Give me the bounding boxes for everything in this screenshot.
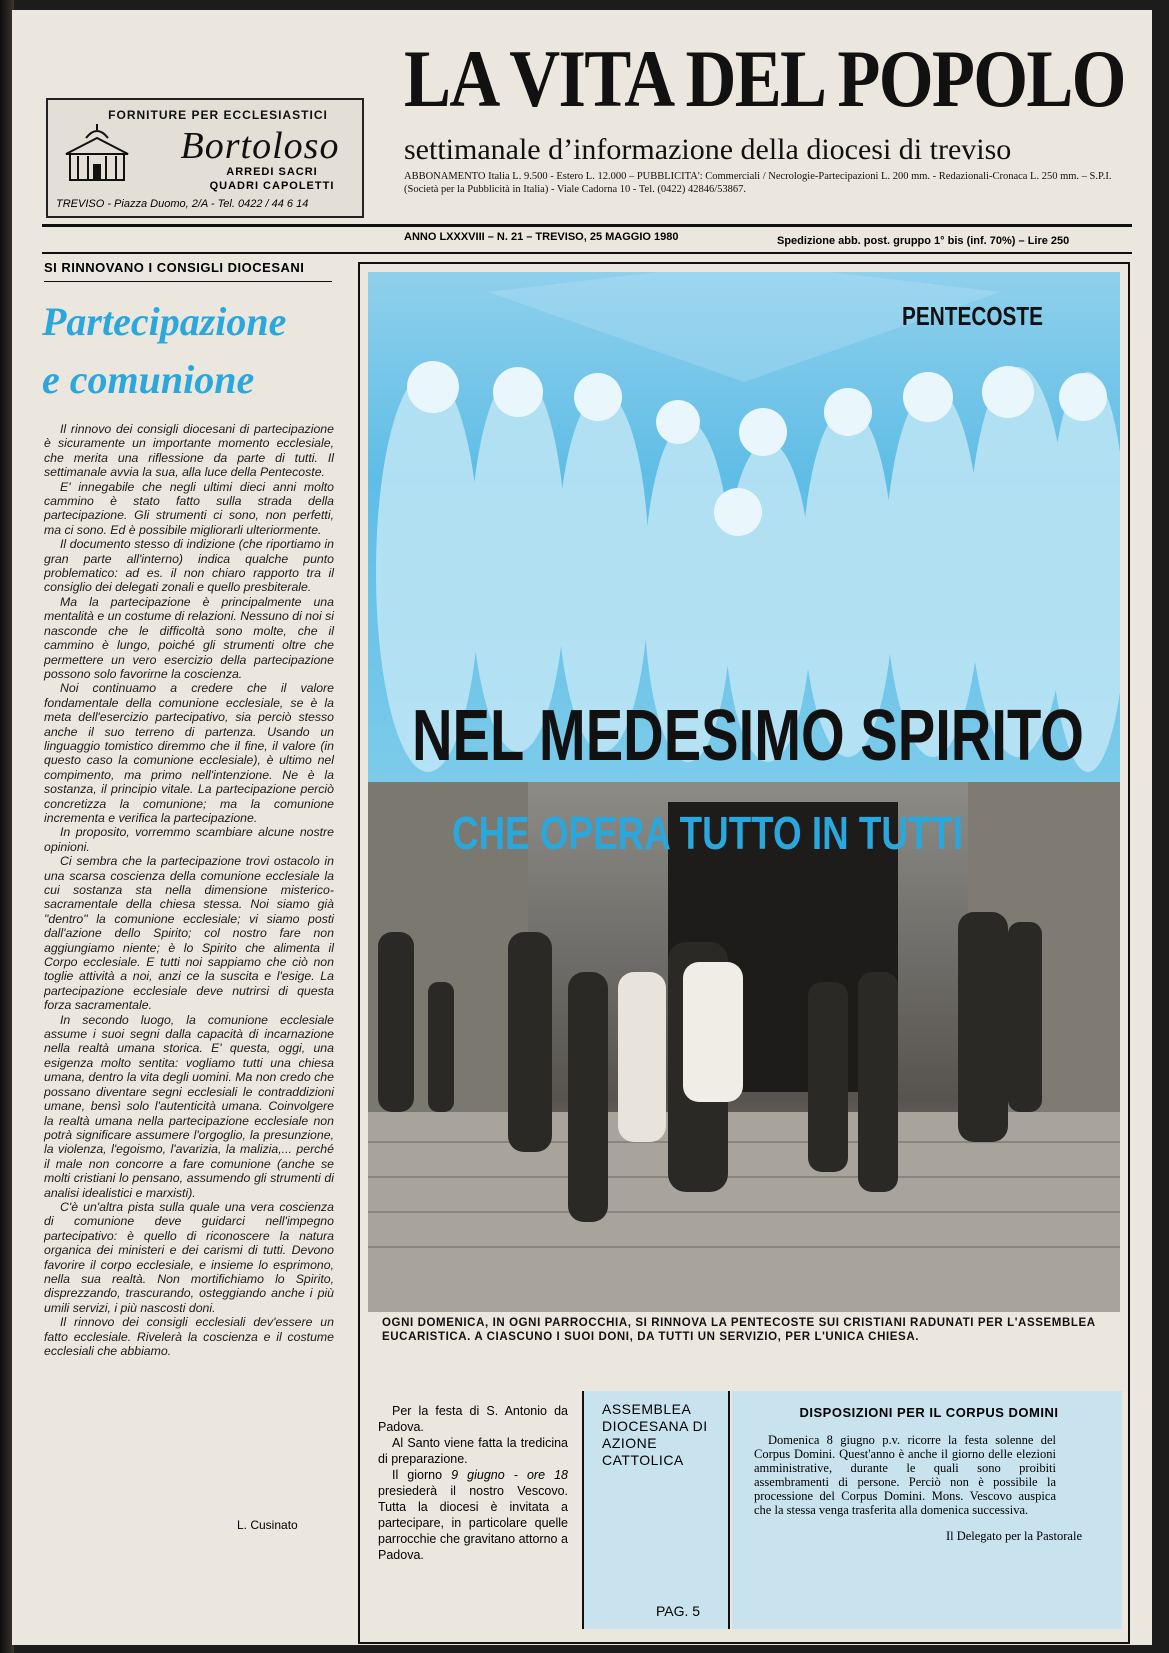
article-paragraph: Il rinnovo dei consigli diocesani di partecipazione è sicuramente un importante momento ecclesiale, che merita una riflessione da parte di tutti. Il settimanale avvia la sua, alla luce della Pentecoste. xyxy=(44,422,334,480)
antonio-paragraph: Al Santo viene fatta la tredicina di preparazione. xyxy=(378,1436,568,1466)
ad-address: TREVISO - Piazza Duomo, 2/A - Tel. 0422 / 44 6 14 xyxy=(56,198,309,210)
corpus-domini-signature: Il Delegato per la Pastorale xyxy=(945,1529,1082,1543)
article-headline xyxy=(42,293,362,409)
pentecoste-label: PENTECOSTE xyxy=(902,301,1043,331)
photo-caption: OGNI DOMENICA, IN OGNI PARROCCHIA, SI RINNOVA LA PENTECOSTE SUI CRISTIANI RADUNATI PER L'ASSEMBLEA EUCARISTICA. A CIASCUNO I SUOI DONI, DA TUTTI UN SERVIZIO, PER L'UNICA CHIESA. xyxy=(382,1317,1096,1343)
headline-line-1: Partecipazione xyxy=(42,299,287,344)
ad-heading: FORNITURE PER ECCLESIASTICI xyxy=(108,108,328,122)
feature-subheadline xyxy=(452,807,964,859)
article-paragraph: Il rinnovo dei consigli ecclesiali dev'essere un fatto ecclesiale. Rivelerà la coscienza e il costume ecclesiali che abbiamo. xyxy=(44,1315,334,1358)
ad-line-2: QUADRI CAPOLETTI xyxy=(209,180,335,192)
corpus-domini-text: Domenica 8 giugno p.v. ricorre la festa solenne del Corpus Domini. Quest'anno è anche il giorno delle elezioni amministrative, durante le quali sono proibiti assembramenti di persone. Perciò non è possibile la processione del Corpus Domini. Mons. Vescovo auspica che la stessa venga trasferita alla domenica successiva. xyxy=(754,1433,1056,1517)
article-body xyxy=(44,422,334,1358)
antonio-paragraph: Il giorno 9 giugno - ore 18 presiederà il nostro Vescovo. Tutta la diocesi è invitata a partecipare, in particolare quelle parrocchie che gravitano attorno a Padova. xyxy=(378,1468,568,1562)
article-paragraph: Noi continuamo a credere che il valore fondamentale della comunione ecclesiale, se è la meta dell'esercizio partecipativo, sia perciò stesso anche il suo terreno di partenza. Usando un linguaggio tomistico diremmo che il fine, il valore (in questo caso la comunione ecclesiale), è ultimo nel compimento, ma primo nell'intenzione. Ne è la sostanza, il principio vitale. La partecipazione perciò concretizza la comunione; ma la comunione incrementa e verifica la partecipazione. xyxy=(44,681,334,825)
parish-group-image xyxy=(368,782,1120,1312)
antonio-date: 9 giugno - ore 18 xyxy=(451,1468,568,1482)
article-signature: L. Cusinato xyxy=(237,1518,298,1532)
masthead-title: LA VITA DEL POPOLO xyxy=(404,33,1125,124)
article-paragraph: In proposito, vorremmo scambiare alcune nostre opinioni. xyxy=(44,825,334,854)
article-paragraph: Ma la partecipazione è principalmente una mentalità e un costume di relazioni. Nessuno di noi si nasconde che le difficoltà sono molte, che il cammino è lungo, poiché gli strumenti oltre che permettere un vero esercizio della partecipazione possono solo favorirne la coscienza. xyxy=(44,594,334,681)
article-kicker: SI RINNOVANO I CONSIGLI DIOCESANI xyxy=(44,260,305,275)
kicker-rule xyxy=(44,281,332,282)
advertisement-box xyxy=(46,98,364,218)
assemblea-title: ASSEMBLEA DIOCESANA DI AZIONE CATTOLICA xyxy=(602,1401,708,1468)
assemblea-box xyxy=(582,1391,730,1629)
article-paragraph: In secondo luogo, la comunione ecclesiale assume i suoi segni dalla capacità di incarnazione nella realtà umana storica. E' questa, oggi, una esigenza molto sentita: vogliamo tutti una chiesa umana, dentro la vita degli uomini. Ma non credo che possano diventare segni ecclesiali le contraddizioni umane, bensì solo l'autenticità umana. Coinvolgere la realtà umana nella partecipazione ecclesiale non potrà significare assumere l'orgoglio, la presunzione, la violenza, l'egoismo, l'avarizia, la malizia,... perché il male non concorre a fare comunione (anche se molti cristiani lo pensano, assumendo gli strumenti di analisi idealistici e marxisti). xyxy=(44,1012,334,1200)
corpus-domini-title: DISPOSIZIONI PER IL CORPUS DOMINI xyxy=(799,1405,1059,1420)
bottom-boxes xyxy=(360,1393,1128,1643)
masthead-subtitle: settimanale d’informazione della diocesi di treviso xyxy=(404,133,1012,166)
corpus-domini-box xyxy=(732,1391,1122,1629)
subscription-info: ABBONAMENTO Italia L. 9.500 - Estero L. 12.000 – PUBBLICITA': Commerciali / Necrologie-Partecipazioni L. 200 mm. - Redazionali-Cronaca L. 250 mm. – S.P.I. (Società per la Pubblicità in Italia) - Viale Cadorna 10 - Tel. (0422) 42846/53867. xyxy=(404,171,1112,195)
assemblea-page-ref: PAG. 5 xyxy=(656,1603,701,1619)
article-paragraph: Ci sembra che la partecipazione trovi ostacolo in una scarsa coscienza della comunione ecclesiale la cui sostanza sta nella dimensione misterico-sacramentale della chiesa stessa. Noi siamo già "dentro" la comunione ecclesiale; vi siamo posti dall'azione dello Spirito; col nostro fare non aggiungiamo niente; è lo Spirito che alimenta il Corpo ecclesiale. E tutti noi sappiamo che ciò non toglie attività a noi, anzi ce la suscita e l'esige. La partecipazione ecclesiale deve nutrirsi di questa forza sacramentale. xyxy=(44,854,334,1013)
article-paragraph: C'è un'altra pista sulla quale una vera coscienza di comunione deve guidarci nell'impegno partecipativo: è quello di riconoscere la natura organica dei ministeri e dei carismi di tutti. Devono favorire il corpo ecclesiale, e insieme lo esprimono, nella sua realtà. Non mortifichiamo lo Spirito, disprezzando, trascurando, osteggiando anche i più umili servizi, i più nascosti doni. xyxy=(44,1199,334,1315)
church-icon xyxy=(62,124,132,184)
ad-line-1: ARREDI SACRI xyxy=(226,166,318,178)
article-paragraph: Il documento stesso di indizione (che riportiamo in gran parte all'interno) indica qualche punto problematico: ad es. il non chiaro rapporto tra il consiglio dei delegati zonali e quello presbiterale. xyxy=(44,537,334,595)
feature-headline: NEL MEDESIMO SPIRITO xyxy=(412,696,1084,776)
subheadline-part-2: TUTTO IN TUTTI xyxy=(679,807,964,859)
postage-line: Spedizione abb. post. gruppo 1° bis (inf. 70%) – Lire 250 xyxy=(777,235,1070,247)
church-steps-photo xyxy=(368,782,1120,1312)
ad-brand: Bortoloso xyxy=(180,125,340,167)
subheadline-part-1: CHE OPERA xyxy=(452,807,670,859)
antonio-text xyxy=(378,1403,568,1563)
article-paragraph: E' innegabile che negli ultimi dieci anni molto cammino è stato fatto sulla strada della partecipazione. Gli strumenti ci sono, non perfetti, ma ci sono. Ed è possibile migliorarli ulteriormente. xyxy=(44,479,334,537)
header-rule xyxy=(42,224,1132,227)
newspaper-page xyxy=(12,10,1152,1645)
header-rule-bottom xyxy=(42,252,1132,254)
issue-line: ANNO LXXXVIII – N. 21 – TREVISO, 25 MAGGIO 1980 xyxy=(404,231,679,243)
headline-line-2: e comunione xyxy=(42,357,255,402)
antonio-box xyxy=(368,1393,574,1631)
antonio-paragraph: Per la festa di S. Antonio da Padova. xyxy=(378,1404,568,1434)
